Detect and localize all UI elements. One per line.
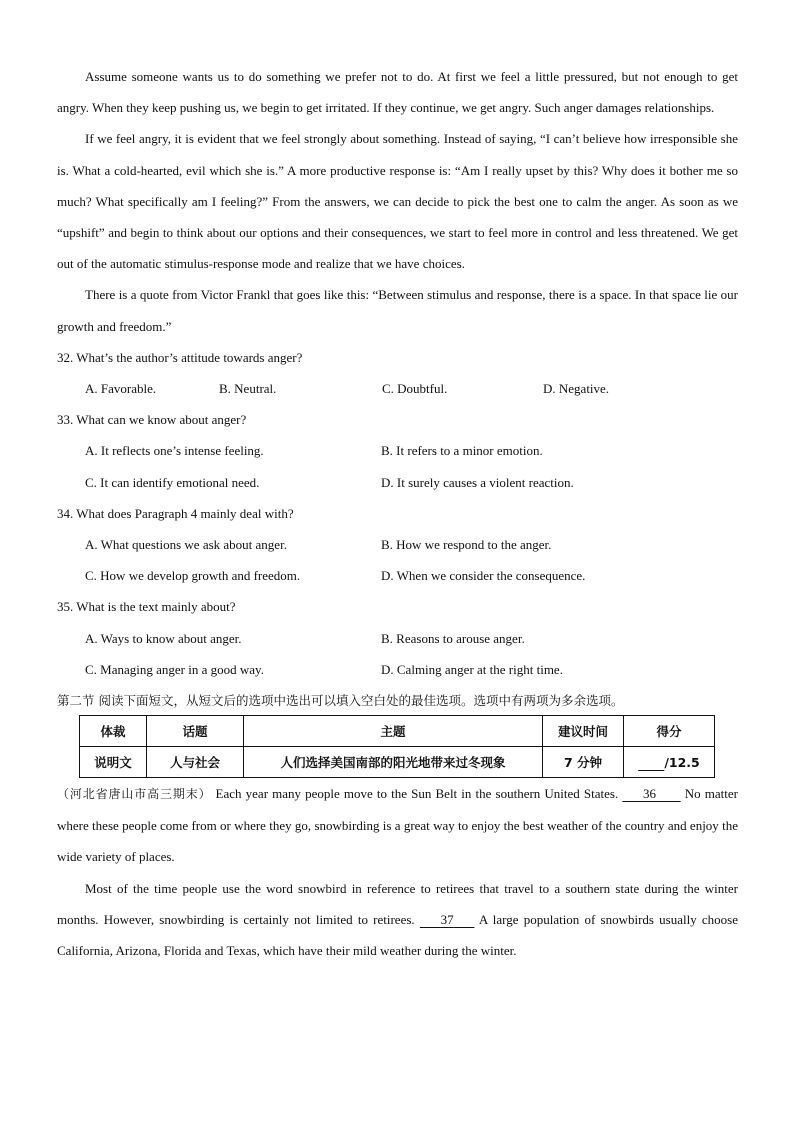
option-32-d: D. Negative.: [543, 381, 610, 397]
question-32-options: [57, 373, 738, 404]
section-2-paragraph-2-text-a: Most of the time people use the word snowbird in reference to retirees that travel to a southern state during the winter months. However, snowbirding is certainly not limited to retirees.: [57, 880, 738, 927]
blank-36: 36: [642, 786, 656, 802]
score-total: /12.5: [664, 754, 700, 770]
question-32-stem: 32. What’s the author’s attitude towards anger?: [57, 349, 303, 365]
header-genre: 体裁: [80, 716, 147, 747]
section-2-paragraph-2: [57, 873, 738, 967]
option-32-b: B. Neutral.: [219, 381, 277, 397]
passage-paragraph-1: Assume someone wants us to do something we prefer not to do. At first we feel a little pressured, but not enough to get angry. When they keep pushing us, we begin to get irritated. If they continue, we get angry. Such anger damages relationships.: [57, 69, 738, 116]
option-33-b: B. It refers to a minor emotion.: [381, 443, 543, 459]
header-score: 得分: [624, 716, 715, 747]
question-33-options-row-2: [57, 467, 738, 498]
passage-info-table: [79, 715, 715, 778]
option-34-d: D. When we consider the consequence.: [381, 568, 586, 584]
option-35-d: D. Calming anger at the right time.: [381, 661, 563, 677]
blank-37: 37: [440, 911, 454, 927]
option-33-c: C. It can identify emotional need.: [85, 474, 260, 490]
question-33-stem: 33. What can we know about anger?: [57, 412, 247, 428]
option-32-a: A. Favorable.: [85, 381, 157, 397]
option-33-a: A. It reflects one’s intense feeling.: [85, 443, 264, 459]
option-32-c: C. Doubtful.: [382, 381, 448, 397]
option-34-a: A. What questions we ask about anger.: [85, 537, 287, 553]
header-theme: 主题: [244, 716, 543, 747]
question-34-stem: 34. What does Paragraph 4 mainly deal with?: [57, 505, 294, 521]
question-34-options-row-2: [57, 560, 738, 591]
section-2-paragraph-1-text-b: No matter where these people come from or where they go, snowbirding is a great way to enjoy the best weather of the country and enjoy the wide variety of places.: [57, 786, 739, 865]
question-35-options-row-1: [57, 623, 738, 654]
header-suggested-time: 建议时间: [543, 716, 624, 747]
cell-genre: 说明文: [80, 747, 147, 778]
cell-score: [624, 747, 715, 778]
option-33-d: D. It surely causes a violent reaction.: [381, 474, 574, 490]
info-table-row: [80, 747, 715, 778]
section-2-paragraph-1-text-a: Each year many people move to the Sun Belt in the southern United States.: [211, 786, 623, 802]
section-2-heading: 第二节 阅读下面短文，从短文后的选项中选出可以填入空白处的最佳选项。选项中有两项为多余选项。: [57, 693, 624, 709]
question-35-stem: 35. What is the text mainly about?: [57, 599, 236, 615]
option-34-b: B. How we respond to the anger.: [381, 537, 552, 553]
passage-paragraph-2: If we feel angry, it is evident that we feel strongly about something. Instead of saying, “I can’t believe how irresponsible she is. What a cold-hearted, evil which she is.” A more productive response is: “Am I really upset by this? Why does it bother me so much? What specifically am I feeling?” From the answers, we can decide to pick the best one to calm the anger. As soon as we “upshift” and begin to think about our options and their consequences, we start to feel more in control and less threatened. We get out of the automatic stimulus-response mode and realize that we have choices.: [57, 131, 738, 272]
option-35-c: C. Managing anger in a good way.: [85, 661, 264, 677]
question-34-options-row-1: [57, 529, 738, 560]
question-33-options-row-1: [57, 435, 738, 466]
info-table-header-row: [80, 716, 715, 747]
question-35-options-row-2: [57, 654, 738, 685]
page-content: [57, 61, 738, 966]
section-2-paragraph-2-text-b: A large population of snowbirds usually choose California, Arizona, Florida and Texas, which have their mild weather during the winter.: [57, 911, 739, 959]
section-2-paragraph-1: [57, 778, 738, 873]
cell-suggested-time: 7 分钟: [543, 747, 624, 778]
option-35-b: B. Reasons to arouse anger.: [381, 630, 525, 646]
option-35-a: A. Ways to know about anger.: [85, 630, 242, 646]
source-note: （河北省唐山市高三期末）: [57, 787, 212, 802]
passage-paragraph-3: There is a quote from Victor Frankl that goes like this: “Between stimulus and response, there is a space. In that space lie our growth and freedom.”: [57, 287, 738, 334]
cell-topic: 人与社会: [147, 747, 244, 778]
option-34-c: C. How we develop growth and freedom.: [85, 568, 301, 584]
header-topic: 话题: [147, 716, 244, 747]
cell-theme: 人们选择美国南部的阳光地带来过冬现象: [244, 747, 543, 778]
